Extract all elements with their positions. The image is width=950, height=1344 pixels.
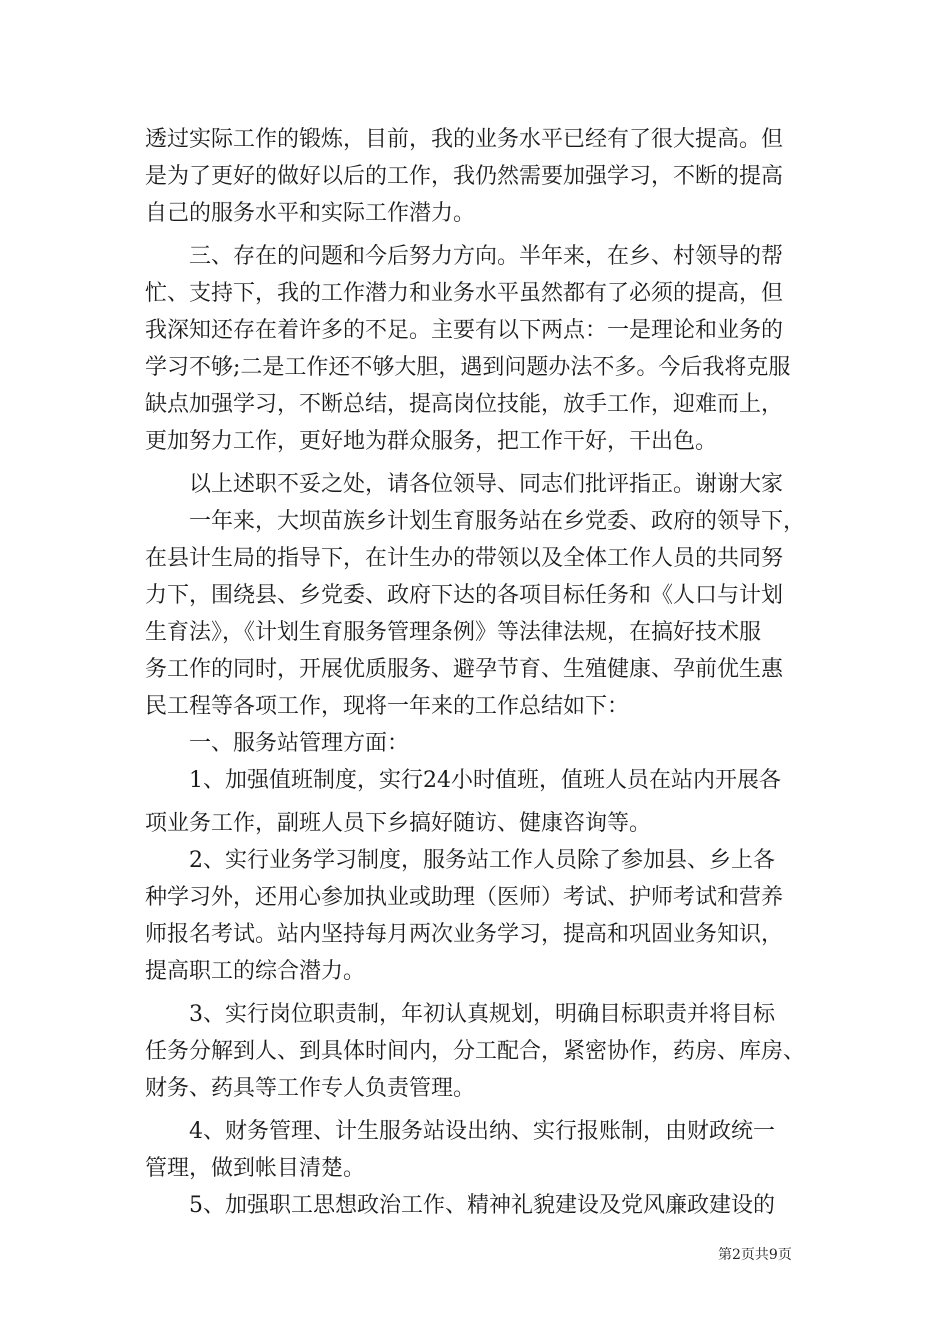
text-line: 4、财务管理、计生服务站设出纳、实行报账制，由财政统一 bbox=[189, 1119, 775, 1144]
text-line: 我深知还存在着许多的不足。主要有以下两点：一是理论和业务的 bbox=[145, 318, 784, 343]
text-line: 管理，做到帐目清楚。 bbox=[145, 1156, 366, 1181]
text-line: 学习不够;二是工作还不够大胆，遇到问题办法不多。今后我将克服 bbox=[145, 355, 791, 380]
text-line: 是为了更好的做好以后的工作，我仍然需要加强学习，不断的提高 bbox=[145, 164, 784, 189]
text-line: 项业务工作，副班人员下乡搞好随访、健康咨询等。 bbox=[145, 811, 652, 836]
text-line: 忙、支持下，我的工作潜力和业务水平虽然都有了必须的提高，但 bbox=[145, 281, 784, 306]
text-line: 一、服务站管理方面： bbox=[189, 731, 410, 756]
text-line: 生育法》，《计划生育服务管理条例》等法律法规，在搞好技术服 bbox=[145, 620, 762, 645]
text-line: 种学习外，还用心参加执业或助理（医师）考试、护师考试和营养 bbox=[145, 885, 784, 910]
text-line: 务工作的同时，开展优质服务、避孕节育、生殖健康、孕前优生惠 bbox=[145, 657, 784, 682]
text-line: 缺点加强学习，不断总结，提高岗位技能，放手工作，迎难而上， bbox=[145, 392, 784, 417]
text-line: 师报名考试。站内坚持每月两次业务学习，提高和巩固业务知识， bbox=[145, 922, 784, 947]
document-body bbox=[145, 121, 810, 1224]
text-line: 财务、药具等工作专人负责管理。 bbox=[145, 1076, 476, 1101]
text-line: 提高职工的综合潜力。 bbox=[145, 959, 366, 984]
text-line: 民工程等各项工作，现将一年来的工作总结如下： bbox=[145, 694, 630, 719]
text-line: 3、实行岗位职责制，年初认真规划，明确目标职责并将目标 bbox=[189, 1002, 775, 1027]
text-line: 5、加强职工思想政治工作、精神礼貌建设及党风廉政建设的 bbox=[189, 1193, 775, 1218]
text-line: 以上述职不妥之处，请各位领导、同志们批评指正。谢谢大家 bbox=[189, 472, 784, 497]
text-line: 在县计生局的指导下，在计生办的带领以及全体工作人员的共同努 bbox=[145, 546, 784, 571]
text-line: 一年来，大坝苗族乡计划生育服务站在乡党委、政府的领导下， bbox=[189, 509, 806, 534]
text-line: 2、实行业务学习制度，服务站工作人员除了参加县、乡上各 bbox=[189, 848, 775, 873]
text-line: 透过实际工作的锻炼，目前，我的业务水平已经有了很大提高。但 bbox=[145, 127, 784, 152]
text-line: 力下，围绕县、乡党委、政府下达的各项目标任务和《人口与计划 bbox=[145, 583, 784, 608]
text-line: 任务分解到人、到具体时间内，分工配合，紧密协作，药房、库房、 bbox=[145, 1039, 806, 1064]
text-line: 更加努力工作，更好地为群众服务，把工作干好，干出色。 bbox=[145, 429, 718, 454]
text-line: 1、加强值班制度，实行24小时值班，值班人员在站内开展各 bbox=[189, 768, 781, 793]
text-line: 自己的服务水平和实际工作潜力。 bbox=[145, 201, 476, 226]
text-line: 三、存在的问题和今后努力方向。半年来，在乡、村领导的帮 bbox=[189, 244, 784, 269]
page-number: 第2页共9页 bbox=[718, 1247, 792, 1263]
